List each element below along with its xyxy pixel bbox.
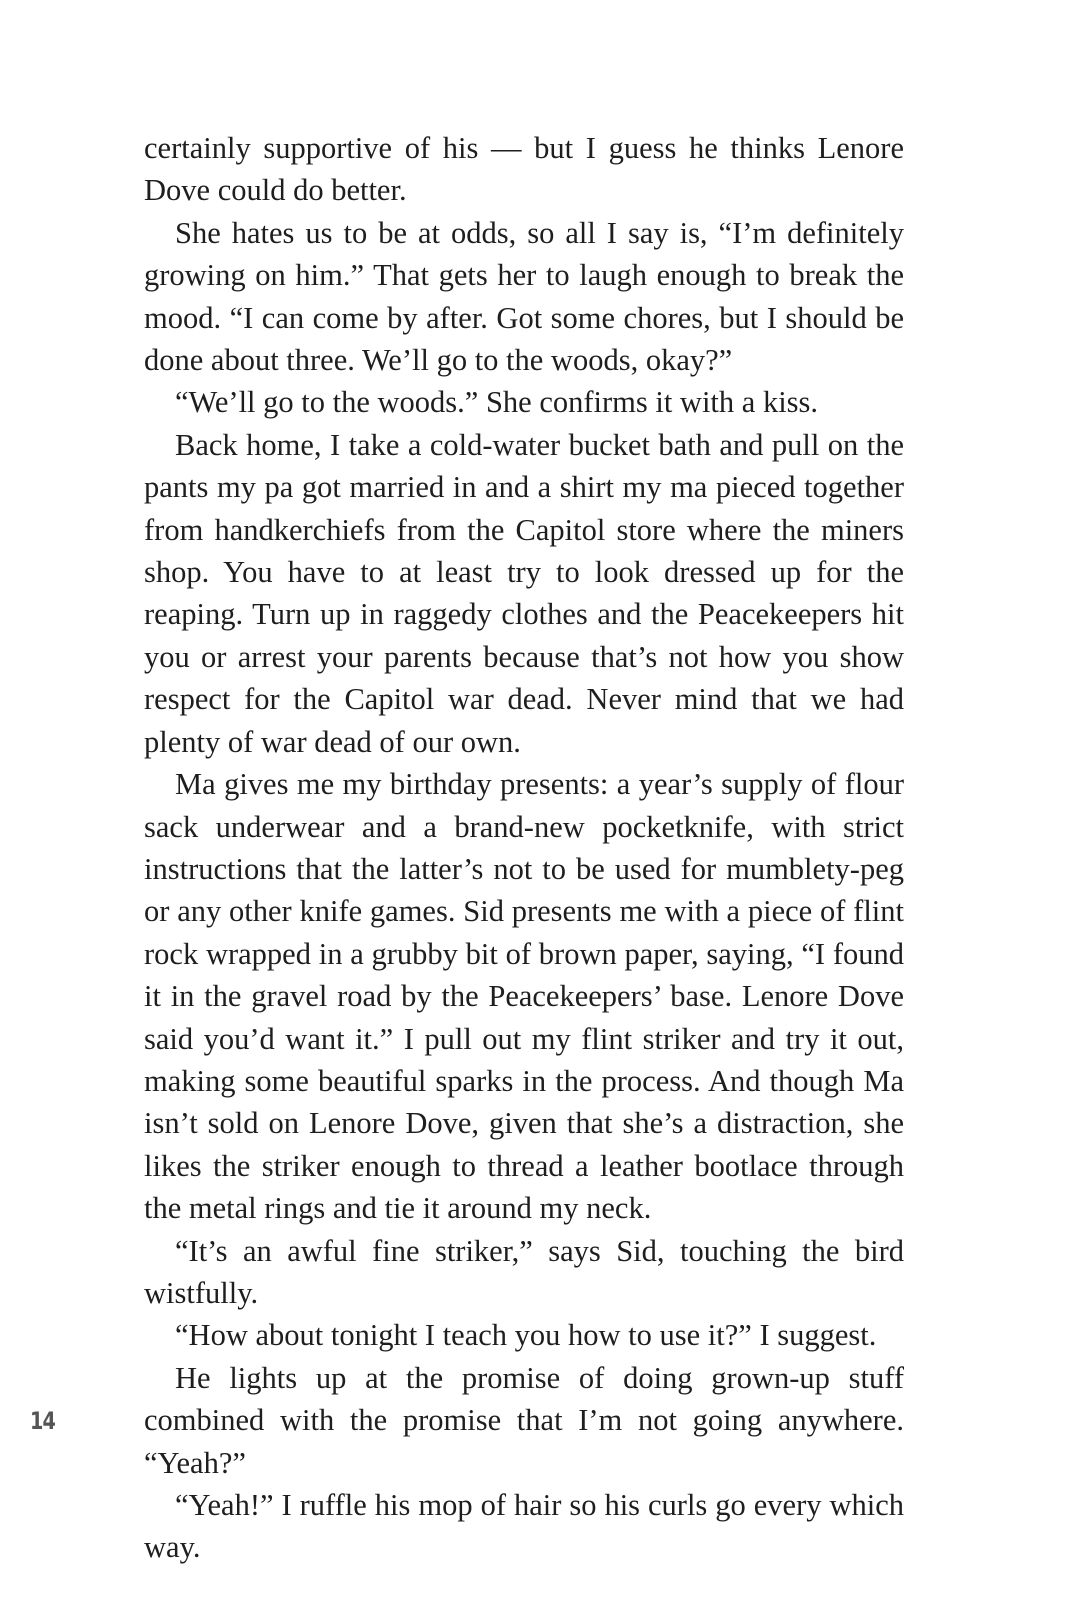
paragraph: Back home, I take a cold-water bucket bath and pull on the pants my pa got married in and a shirt my ma pieced together from handkerchiefs from the Capitol store where the miners shop. You have to at least try to look dressed up for the reaping. Turn up in raggedy clothes and the Peacekeepers hit you or arrest your parents because that’s not how you show respect for the Capitol war dead. Never mind that we had plenty of war dead of our own. <box>144 427 904 759</box>
paragraph: He lights up at the promise of doing grown-up stuff combined with the promise that I’m not going anywhere. “Yeah?” <box>144 1360 904 1480</box>
page-number: 14 <box>30 1407 56 1435</box>
paragraph: “It’s an awful fine striker,” says Sid, touching the bird wistfully. <box>144 1233 904 1310</box>
paragraph: “We’ll go to the woods.” She confirms it with a kiss. <box>175 385 819 420</box>
paragraph: Ma gives me my birthday presents: a year’s supply of flour sack underwear and a brand-new pocketknife, with strict instructions that the latter’s not to be used for mumblety-peg or any other knife games. Sid presents me with a piece of flint rock wrapped in a grubby bit of brown paper, saying, “I found it in the gravel road by the Peacekeepers’ base. Lenore Dove said you’d want it.” I pull out my flint striker and try it out, making some beautiful sparks in the process. And though Ma isn’t sold on Lenore Dove, given that she’s a distraction, she likes the striker enough to thread a leather bootlace through the metal rings and tie it around my neck. <box>144 767 904 1226</box>
body-text <box>144 127 904 1569</box>
paragraph-continued: certainly supportive of his — but I guess he thinks Lenore Dove could do better. <box>144 131 904 208</box>
paragraph: She hates us to be at odds, so all I say is, “I’m definitely growing on him.” That gets her to laugh enough to break the mood. “I can come by after. Got some chores, but I should be done about three. We’ll go to the woods, okay?” <box>144 215 904 378</box>
paragraph: “How about tonight I teach you how to use it?” I suggest. <box>175 1318 877 1353</box>
paragraph: “Yeah!” I ruffle his mop of hair so his curls go every which way. <box>144 1488 904 1565</box>
